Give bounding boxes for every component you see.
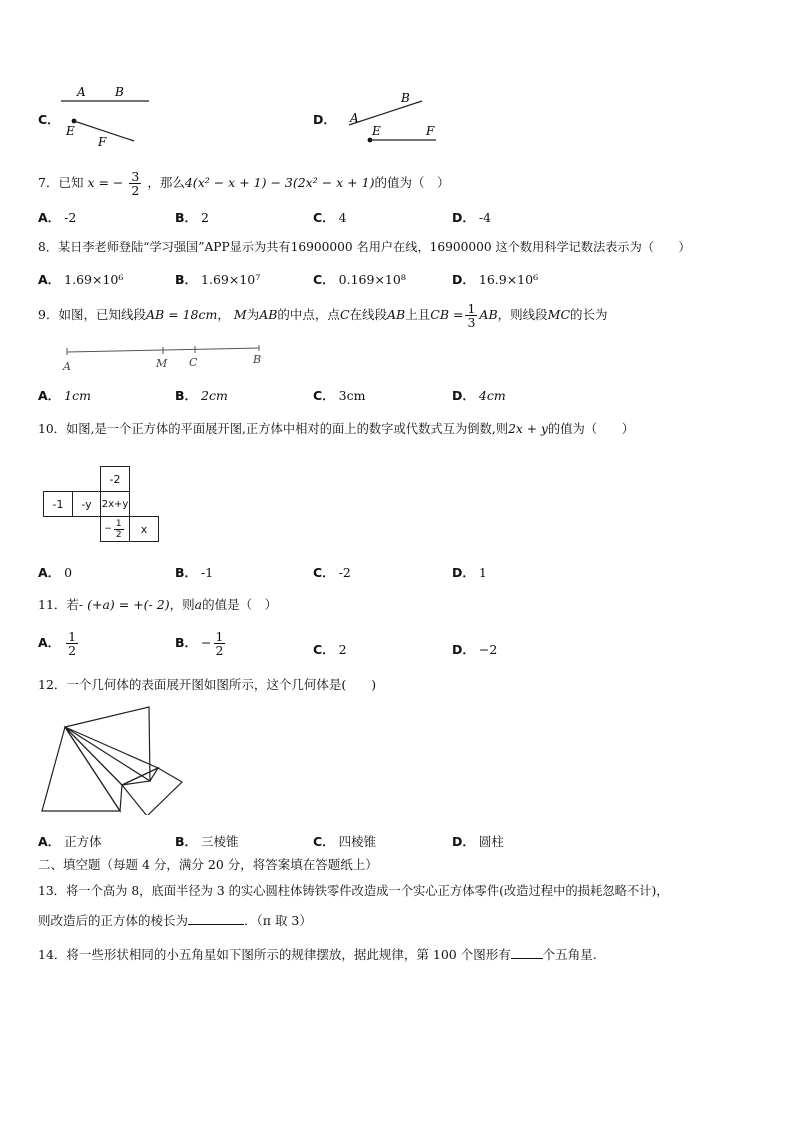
question-10: 10．如图,是一个正方体的平面展开图,正方体中相对的面上的数字或代数式互为倒数,则2x + y的值为（ ）	[38, 422, 634, 436]
question-13-line-2: 则改造后的正方体的棱长为 ．（π 取 3）	[38, 913, 312, 928]
question-9: 9．如图，已知线段AB = 18cm， M为AB的中点，点C在线段AB上且CB = $\frac{1}{3}$ AB，则线段MC的长为	[38, 301, 608, 330]
q10-cube-net	[43, 466, 159, 542]
q8-option-a[interactable]: A． 1.69×10⁶	[38, 272, 124, 287]
net-cell-top: -2	[100, 466, 130, 492]
net-cell-left2: -y	[72, 491, 101, 517]
q14-answer-blank[interactable]	[511, 958, 543, 959]
q7-option-b[interactable]: B． 2	[175, 210, 209, 225]
q12-option-a[interactable]: A． 正方体	[38, 834, 102, 849]
net-cell-center: 2x+y	[100, 491, 130, 517]
net-cell-bottom: − $\frac{1}{2}$	[100, 516, 130, 542]
point-label-b: B	[115, 85, 124, 99]
point-label-c: C	[189, 356, 198, 369]
q7-option-c[interactable]: C． 4	[313, 210, 347, 225]
q6-option-c-figure	[55, 80, 165, 150]
point-label-b: B	[253, 353, 262, 366]
q10-option-d[interactable]: D． 1	[452, 565, 487, 580]
question-7: 7．已知 x = − $\frac{3}{2}$ ，那么4(x² − x + 1) − 3(2x² − x + 1)的值为（ ）	[38, 169, 450, 198]
question-12: 12．一个几何体的表面展开图如图所示，这个几何体是( )	[38, 677, 377, 692]
q11-option-d[interactable]: D． −2	[452, 642, 498, 657]
question-13-line-1: 13．将一个高为 8，底面半径为 3 的实心圆柱体铸铁零件改造成一个实心正方体零件(改造过程中的损耗忽略不计)，	[38, 884, 669, 898]
q10-option-c[interactable]: C． -2	[313, 565, 351, 580]
question-11: 11．若- (+a) = +(- 2)，则a的值是（ ）	[38, 597, 278, 612]
q6-option-c-label: C．	[38, 112, 60, 127]
point-label-a: A	[63, 360, 71, 373]
point-label-m: M	[156, 357, 168, 370]
q8-option-b[interactable]: B． 1.69×10⁷	[175, 272, 261, 287]
q6-option-d-label: D．	[313, 112, 336, 127]
q12-option-d[interactable]: D． 圆柱	[452, 834, 504, 849]
point-label-a: A	[77, 85, 86, 99]
q9-option-d[interactable]: D． 4cm	[452, 388, 506, 403]
point-label-b: B	[401, 91, 410, 105]
q12-option-b[interactable]: B． 三棱锥	[175, 834, 239, 849]
net-cell-right: x	[129, 516, 159, 542]
q11-option-c[interactable]: C． 2	[313, 642, 347, 657]
net-triangle-1	[42, 727, 120, 811]
q7-option-d[interactable]: D． -4	[452, 210, 492, 225]
question-8: 8．某日李老师登陆“学习强国”APP显示为共有16900000 名用户在线，16900000 这个数用科学记数法表示为（ ）	[38, 240, 691, 254]
net-cell-left1: -1	[43, 491, 73, 517]
q8-option-d[interactable]: D． 16.9×10⁶	[452, 272, 539, 287]
q7-option-a[interactable]: A． -2	[38, 210, 77, 225]
q12-option-c[interactable]: C． 四棱锥	[313, 834, 377, 849]
q9-segment-figure	[55, 340, 275, 374]
q6-option-d-figure	[335, 85, 450, 150]
q8-option-c[interactable]: C． 0.169×10⁸	[313, 272, 406, 287]
fraction-3-2: $\frac{3}{2}$	[131, 169, 140, 198]
point-label-a: A	[350, 111, 359, 125]
q13-answer-blank[interactable]	[188, 924, 244, 925]
question-14: 14．将一些形状相同的小五角星如下图所示的规律摆放，据此规律，第 100 个图形有 个五角星.	[38, 947, 597, 962]
q10-option-a[interactable]: A． 0	[38, 565, 73, 580]
point-label-f: F	[98, 135, 107, 149]
q12-pyramid-net	[38, 705, 188, 815]
net-square-base	[122, 768, 182, 815]
q9-option-c[interactable]: C． 3cm	[313, 388, 366, 403]
q9-option-a[interactable]: A． 1cm	[38, 388, 91, 403]
q9-option-b[interactable]: B． 2cm	[175, 388, 228, 403]
section-heading-fill-in: 二、填空题（每题 4 分，满分 20 分，将答案填在答题纸上）	[38, 857, 378, 872]
line-ab	[349, 101, 422, 125]
q11-option-b[interactable]: B． − $\frac{1}{2}$	[175, 629, 224, 658]
point-label-e: E	[66, 124, 75, 138]
point-label-f: F	[426, 124, 435, 138]
q10-option-b[interactable]: B． -1	[175, 565, 214, 580]
q11-option-a[interactable]: A． $\frac{1}{2}$	[38, 629, 77, 658]
point-label-e: E	[372, 124, 381, 138]
fraction-1-3: $\frac{1}{3}$	[467, 301, 476, 330]
